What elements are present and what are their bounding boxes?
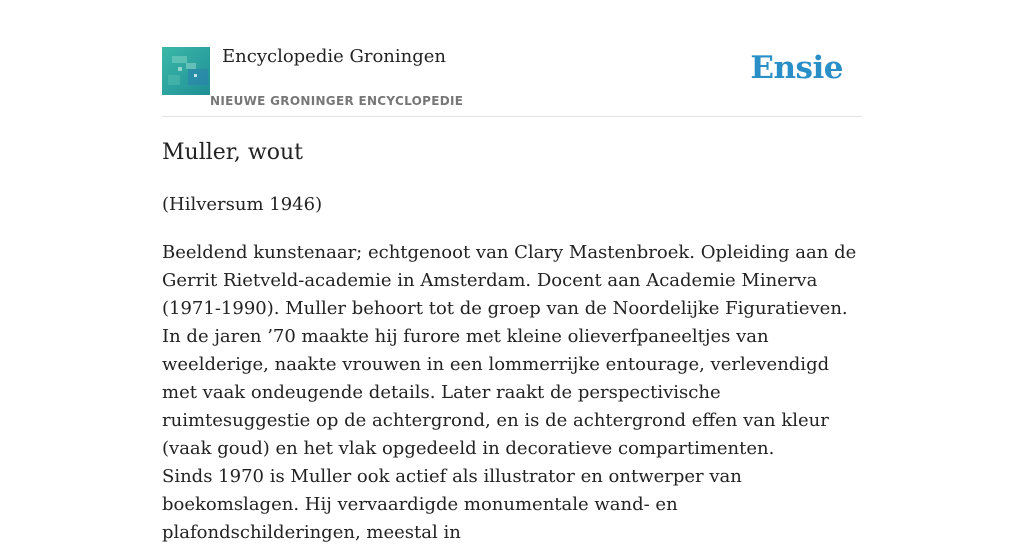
article-title: Muller, wout — [162, 140, 303, 165]
site-subtitle: NIEUWE GRONINGER ENCYCLOPEDIE — [210, 94, 464, 108]
article-paragraph: Beeldend kunstenaar; echtgenoot van Clary Mastenbroek. Opleiding aan de Gerrit Rietveld-academie in Amsterdam. Docent aan Academie Minerva (1971-1990). Muller behoort tot de groep van de Noordelijke Figuratieven. In de jaren ’70 maakte hij furore met kleine olieverfpaneeltjes van weelderige, naakte vrouwen in een lommerrijke entourage, verlevendigd met vaak ondeugende details. Later raakt de perspectivische ruimtesuggestie op de achtergrond, en is de achtergrond effen van kleur (vaak goud) en het vlak opgedeeld in decoratieve compartimenten. — [162, 242, 857, 459]
ensie-logo[interactable]: Ensie — [750, 50, 843, 86]
article-paragraph: Sinds 1970 is Muller ook actief als illustrator en ontwerper van boekomslagen. Hij vervaardigde monumentale wand- en plafondschilderingen, meestal in — [162, 466, 742, 543]
article-meta: (Hilversum 1946) — [162, 194, 323, 215]
publisher-avatar-image — [162, 47, 210, 95]
site-title[interactable]: Encyclopedie Groningen — [222, 46, 447, 67]
page — [162, 0, 862, 543]
publisher-avatar[interactable] — [162, 47, 210, 95]
header — [162, 0, 862, 117]
